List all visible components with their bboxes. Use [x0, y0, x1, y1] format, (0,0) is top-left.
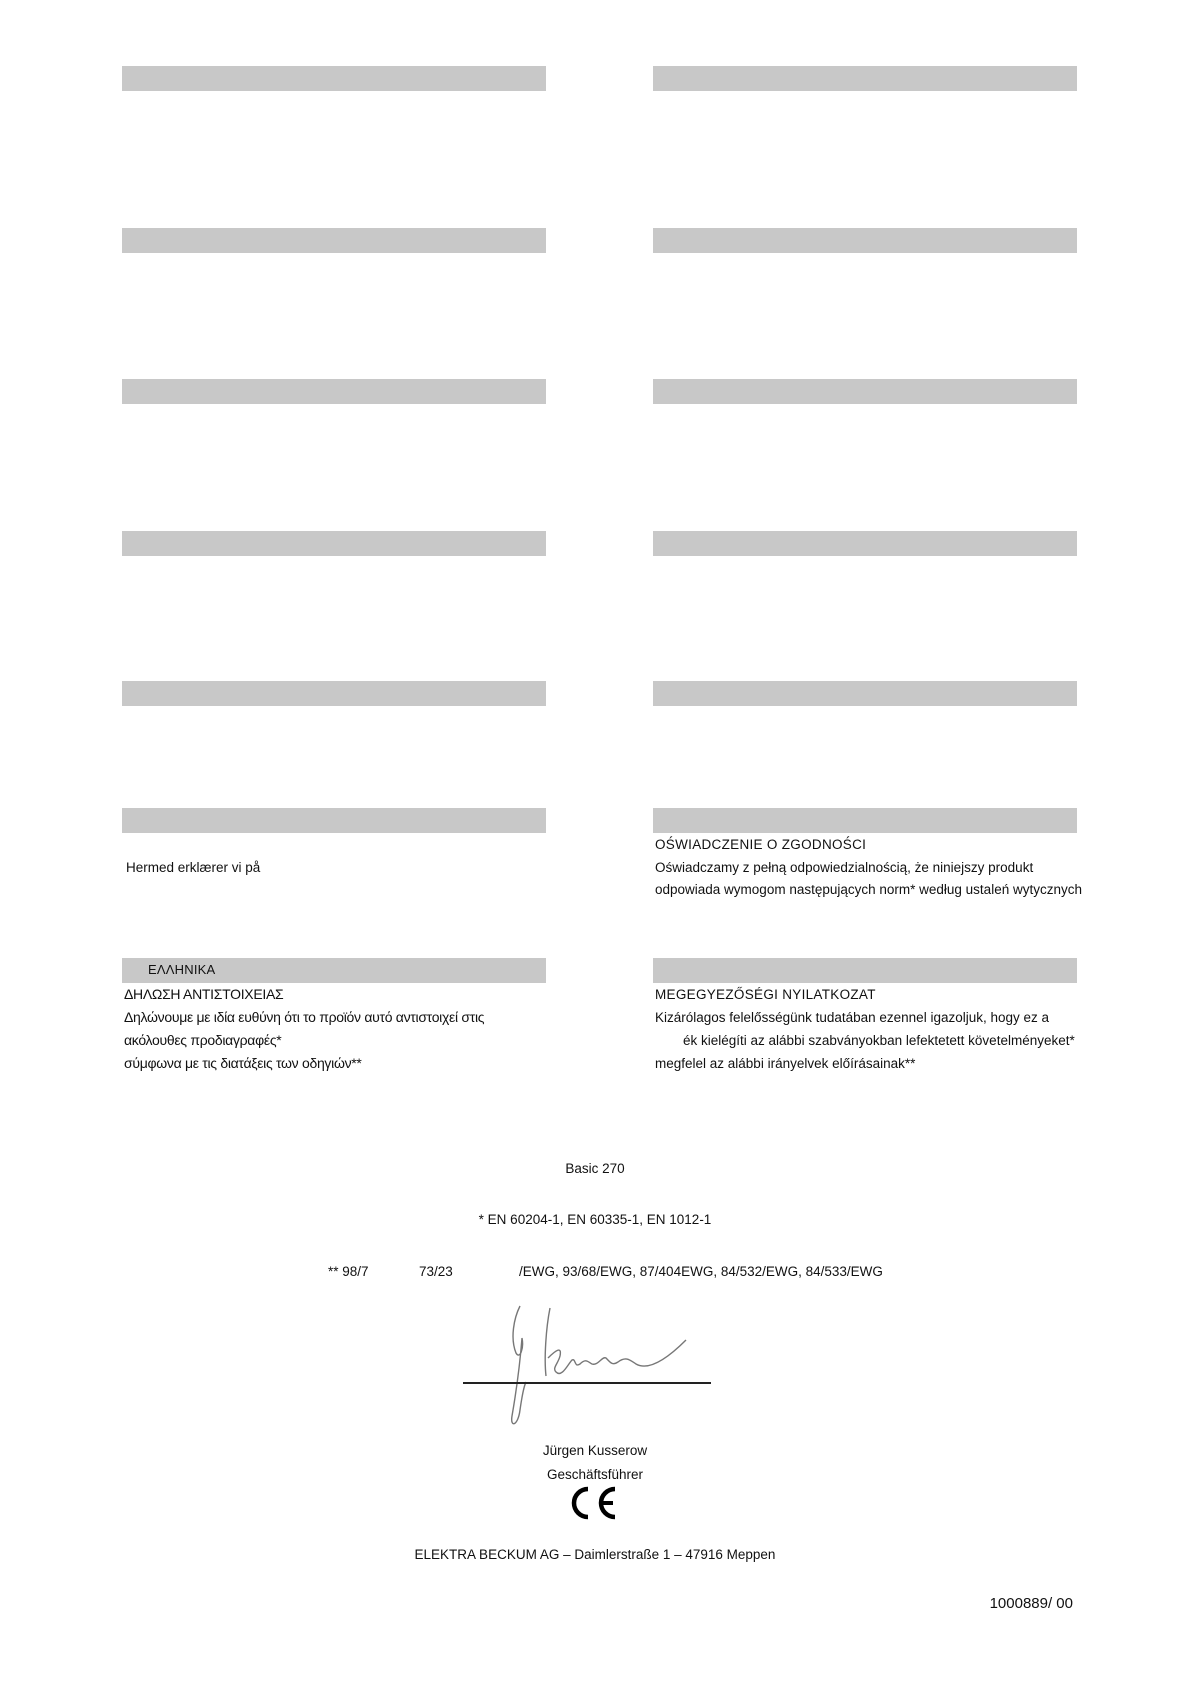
language-bar: [653, 531, 1077, 556]
directives-part-3: /EWG, 93/68/EWG, 87/404EWG, 84/532/EWG, 84/533/EWG: [519, 1264, 883, 1279]
polski-line-1: Oświadczamy z pełną odpowiedzialnością, że niniejszy produkt: [655, 860, 1034, 875]
ellinika-line-2: ακόλουθες προδιαγραφές*: [124, 1032, 282, 1048]
language-bar: [122, 681, 546, 706]
language-bar: [122, 228, 546, 253]
language-bar: [122, 379, 546, 404]
magyar-line-2: ék kielégíti az alábbi szabványokban lefektetett követelményeket*: [683, 1033, 1075, 1048]
language-bar: [653, 681, 1077, 706]
document-number: 1000889/ 00: [989, 1595, 1073, 1612]
magyar-line-1: Kizárólagos felelősségünk tudatában ezennel igazoljuk, hogy ez a: [655, 1010, 1050, 1025]
language-bar: [653, 228, 1077, 253]
ellinika-line-1: Δηλώνουμε με ιδία ευθύνη ότι το προϊόν αυτό αντιστοιχεί στις: [124, 1009, 485, 1025]
product-name: Basic 270: [565, 1161, 625, 1176]
ce-mark-icon: [568, 1485, 620, 1521]
ellinika-label: ΕΛΛΗΝΙΚΑ: [148, 962, 216, 977]
language-bar: [122, 66, 546, 91]
language-bar: [653, 379, 1077, 404]
standards-line: * EN 60204-1, EN 60335-1, EN 1012-1: [478, 1212, 712, 1227]
norsk-text: Hermed erklærer vi på: [126, 860, 261, 875]
company-address: ELEKTRA BECKUM AG – Daimlerstraße 1 – 47916 Meppen: [414, 1547, 776, 1562]
language-bar-ellinika: [122, 958, 546, 983]
language-bar: [653, 66, 1077, 91]
language-bar: [122, 531, 546, 556]
language-bar-norsk: [122, 808, 546, 833]
ellinika-heading: ΔΗΛΩΣΗ ΑΝΤΙΣΤΟΙΧΕΙΑΣ: [124, 986, 284, 1002]
directives-part-2: 73/23: [419, 1264, 453, 1279]
signatory-name: Jürgen Kusserow: [542, 1443, 648, 1458]
language-bar-polski: [653, 808, 1077, 833]
ellinika-line-3: σύμφωνα με τις διατάξεις των οδηγιών**: [124, 1055, 362, 1071]
magyar-heading: MEGEGYEZŐSÉGI NYILATKOZAT: [655, 987, 876, 1002]
directives-part-1: ** 98/7: [328, 1264, 369, 1279]
polski-heading: OŚWIADCZENIE O ZGODNOŚCI: [655, 837, 867, 852]
signature-image: [490, 1298, 700, 1433]
signature-line: [463, 1382, 711, 1384]
signatory-title: Geschäftsführer: [546, 1467, 644, 1482]
magyar-line-3: megfelel az alábbi irányelvek előírásainak**: [655, 1056, 916, 1071]
language-bar-magyar: [653, 958, 1077, 983]
polski-line-2: odpowiada wymogom następujących norm* według ustaleń wytycznych: [655, 882, 1082, 897]
